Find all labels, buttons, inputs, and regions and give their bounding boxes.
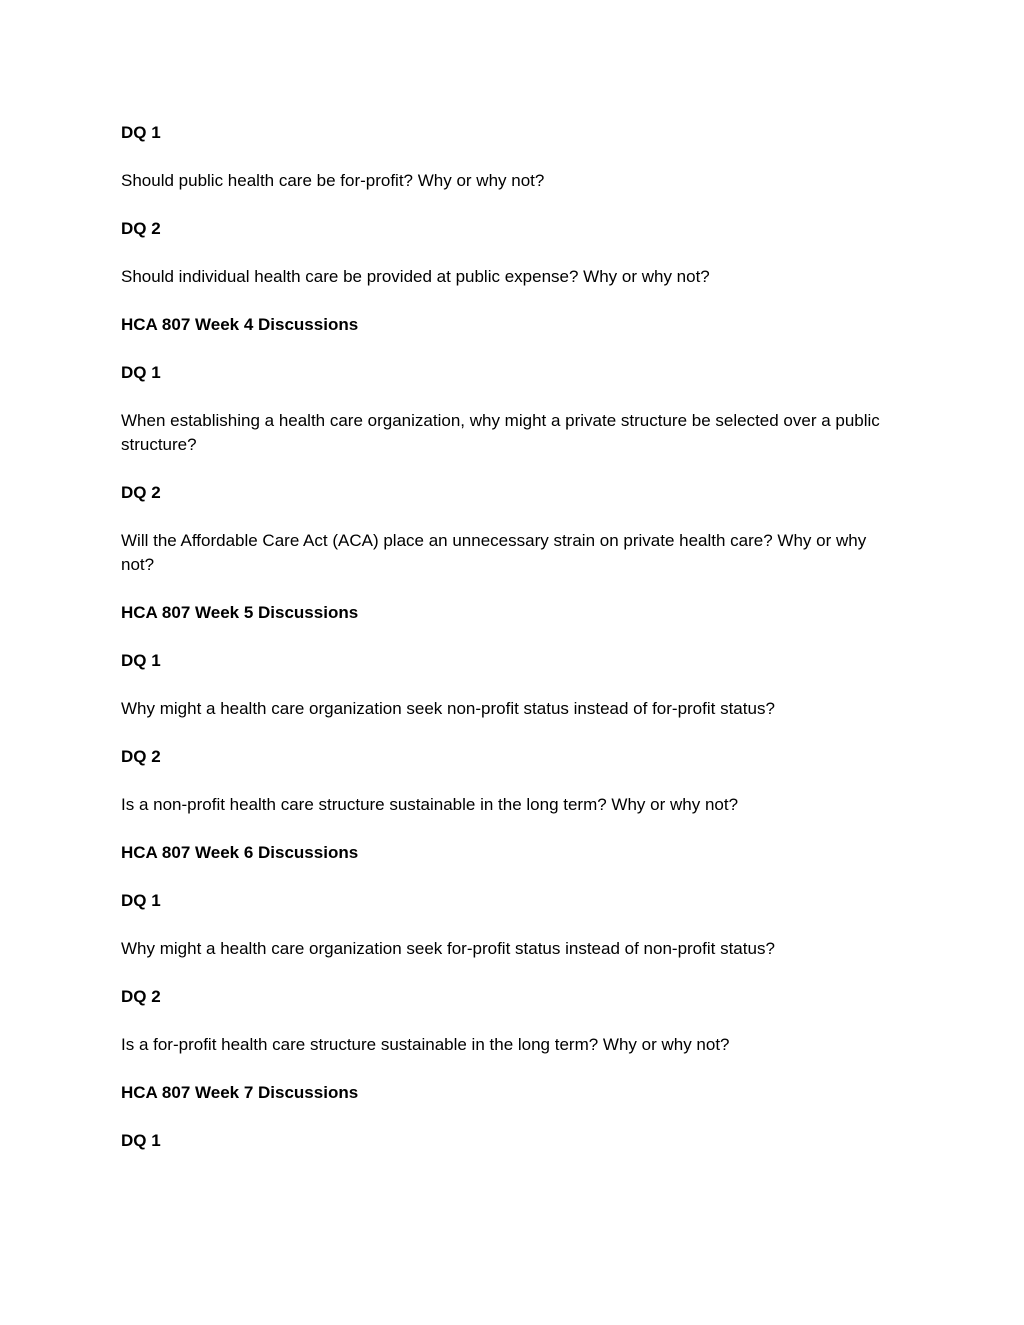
week5-heading: HCA 807 Week 5 Discussions: [121, 603, 359, 622]
dq1-heading: DQ 1: [121, 651, 161, 670]
dq1-heading: DQ 1: [121, 1131, 161, 1150]
dq1-heading: DQ 1: [121, 891, 161, 910]
dq2-heading: DQ 2: [121, 987, 161, 1006]
week6-heading: HCA 807 Week 6 Discussions: [121, 843, 359, 862]
dq1-heading: DQ 1: [121, 363, 161, 382]
dq2-heading: DQ 2: [121, 747, 161, 766]
question-paragraph: Why might a health care organization seek for-profit status instead of non-profit status?: [121, 939, 775, 958]
dq1-heading: DQ 1: [121, 123, 161, 142]
question-paragraph: Is a non-profit health care structure sustainable in the long term? Why or why not?: [121, 795, 739, 814]
question-paragraph: Should individual health care be provided at public expense? Why or why not?: [121, 267, 710, 286]
question-paragraph: Is a for-profit health care structure sustainable in the long term? Why or why not?: [121, 1035, 730, 1054]
question-paragraph: Why might a health care organization seek non-profit status instead of for-profit status?: [121, 699, 775, 718]
week4-heading: HCA 807 Week 4 Discussions: [121, 315, 359, 334]
question-paragraph: Should public health care be for-profit? Why or why not?: [121, 171, 545, 190]
week7-heading: HCA 807 Week 7 Discussions: [121, 1083, 359, 1102]
question-paragraph: Will the Affordable Care Act (ACA) place an unnecessary strain on private health care? Why or why not?: [121, 531, 867, 574]
dq2-heading: DQ 2: [121, 483, 161, 502]
dq2-heading: DQ 2: [121, 219, 161, 238]
question-paragraph: When establishing a health care organization, why might a private structure be selected over a public structure?: [121, 411, 880, 454]
